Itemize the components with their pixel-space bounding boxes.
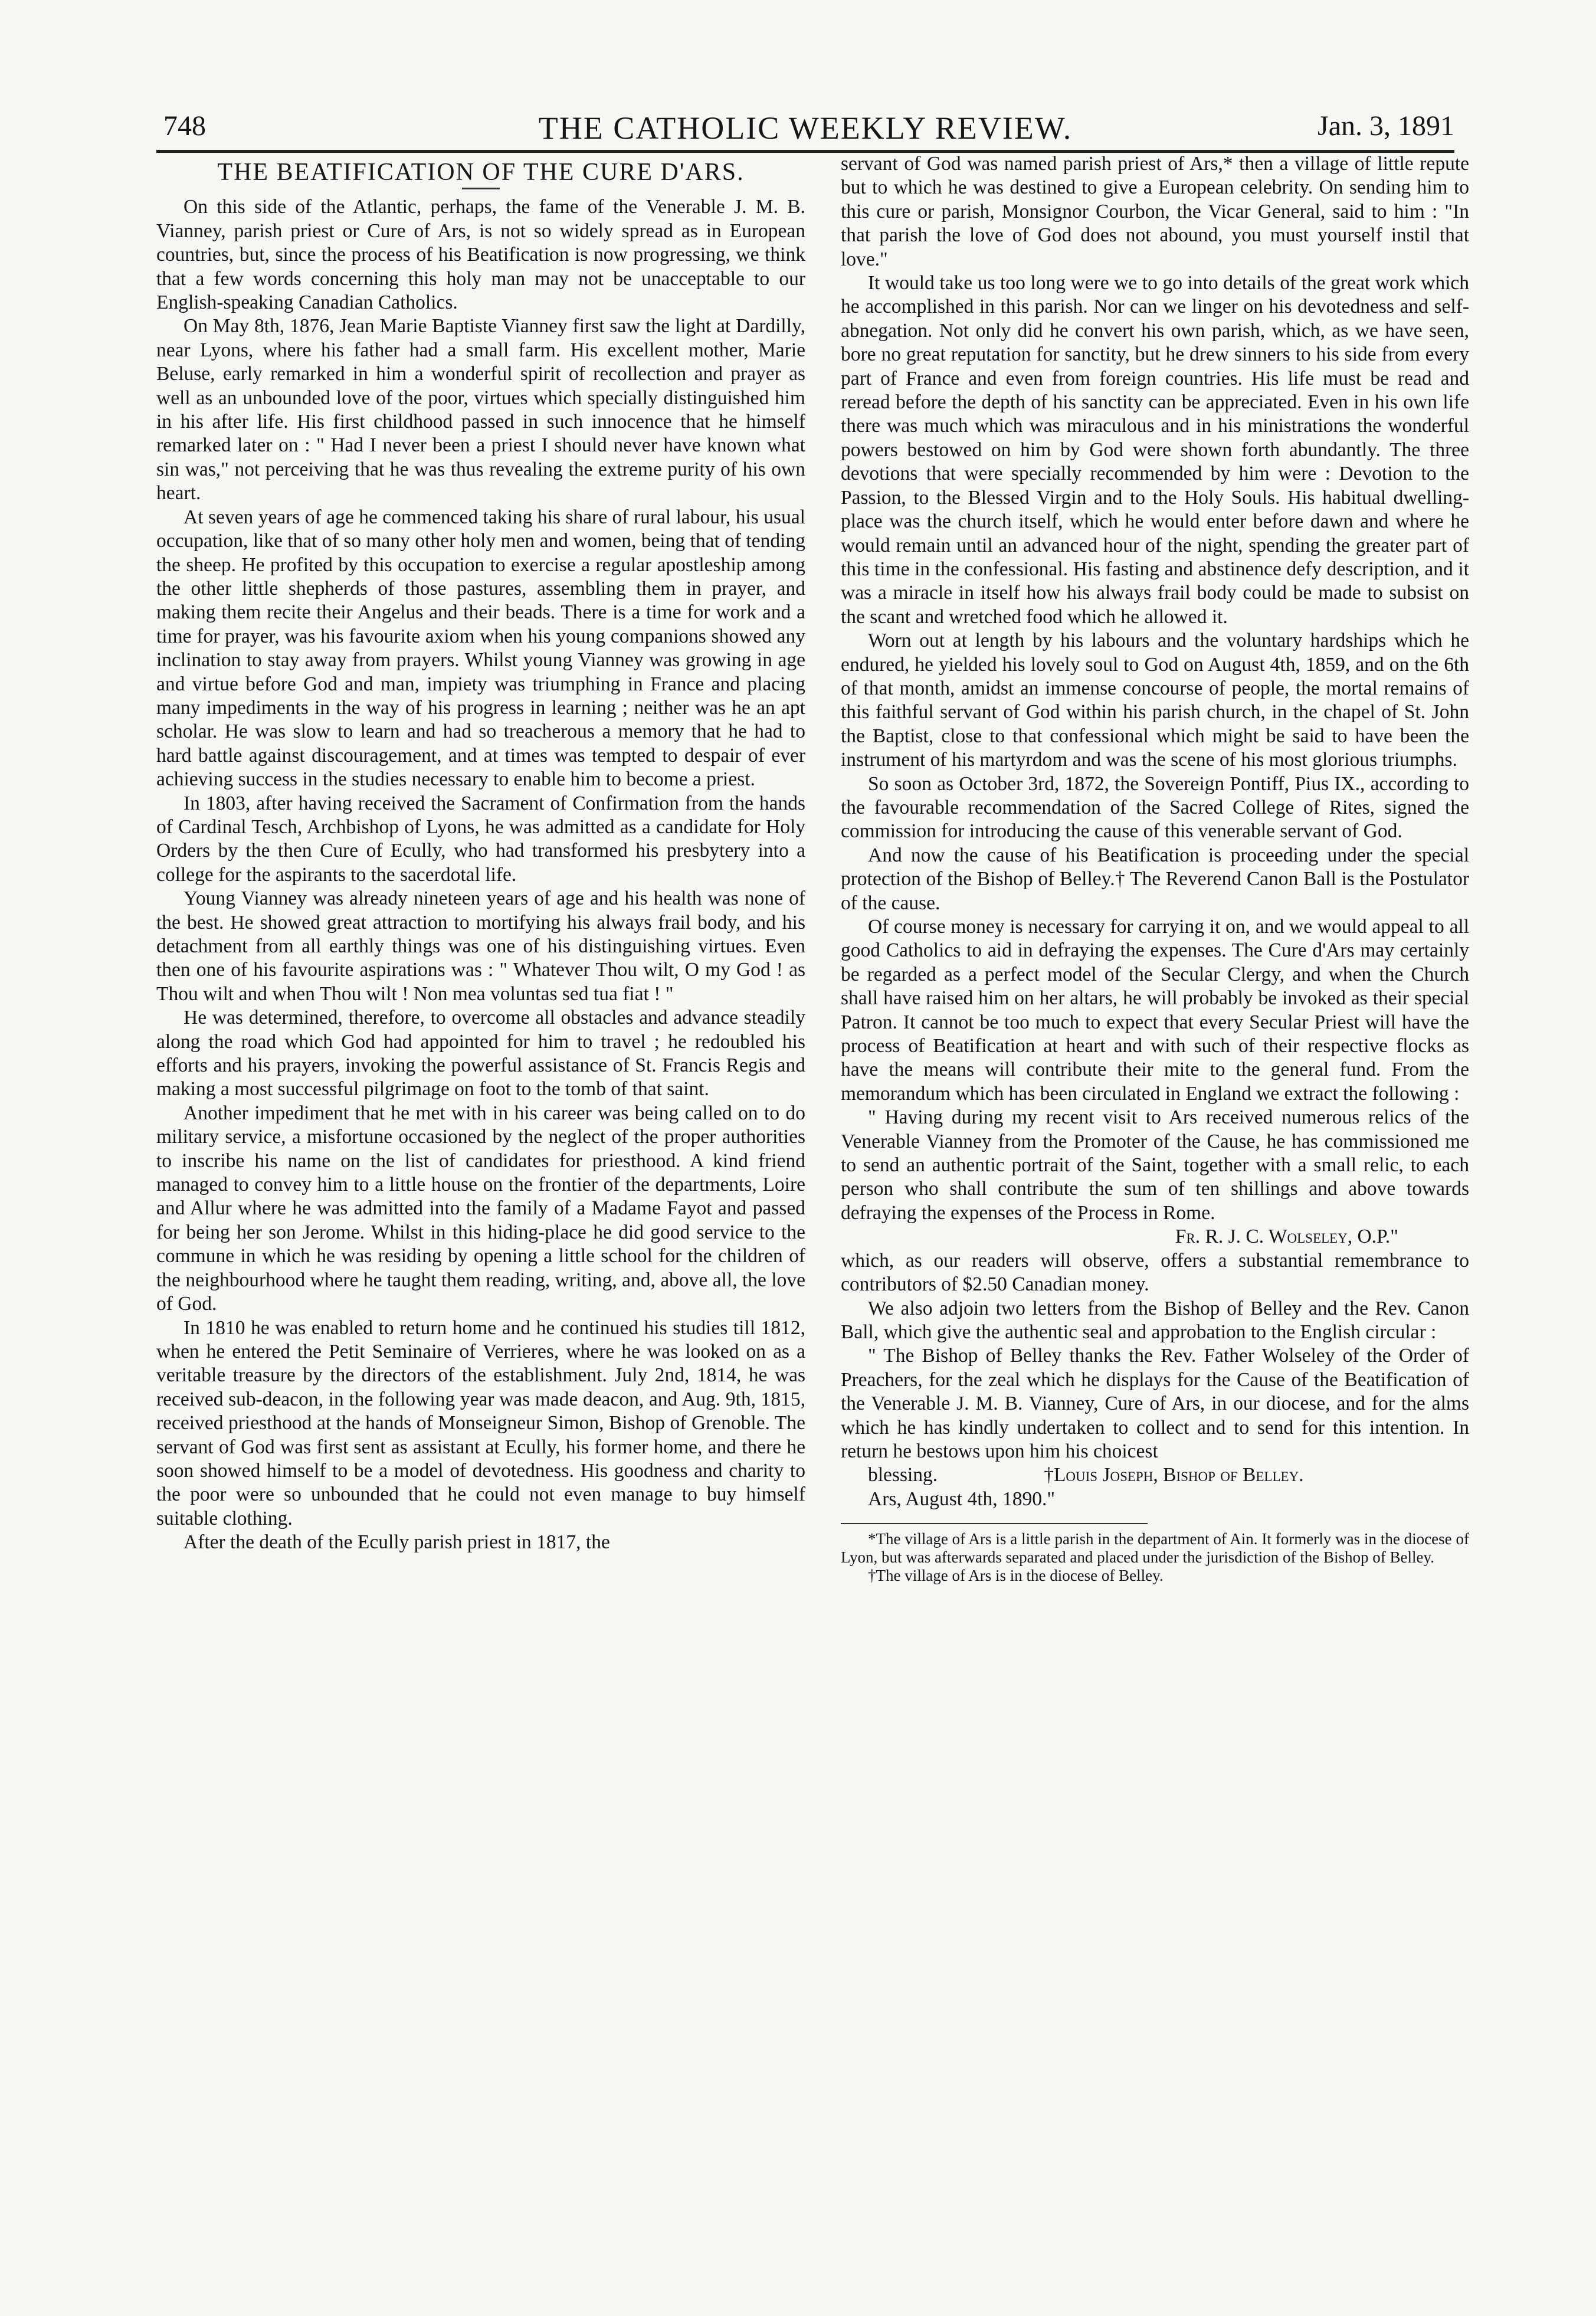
quoted-letter: " The Bishop of Belley thanks the Rev. Father Wolseley of the Order of Preachers, for the zeal which he displays for the Cause of the Beatification of the Venerable J. M. B. Vianney, Cure of Ars, in our diocese, and for the alms which he has kindly undertaken to collect and to send for this intention. In return he bestows upon him his choicest	[841, 1345, 1469, 1462]
article-title: THE BEATIFICATION OF THE CURE D'ARS.	[217, 159, 745, 186]
footnote: *The village of Ars is a little parish in the department of Ain. It formerly was in the diocese of Lyon, but was afterwards separated and placed under the jurisdiction of the Bishop of Belley.	[841, 1530, 1469, 1567]
issue-date: Jan. 3, 1891	[1318, 110, 1454, 142]
signature-wolseley: Fr. R. J. C. Wolseley, O.P."	[1175, 1226, 1398, 1248]
paragraph: At seven years of age he commenced taking his share of rural labour, his usual occupation, like that of so many other holy men and women, being that of tending the sheep. He profited by this occupation to exercise a regular apostleship among the other little shepherds of those pastures, assembling them in prayer, and making them recite their Angelus and their beads. There is a time for work and a time for prayer, was his favourite axiom when his young companions showed any inclination to stay away from prayers. Whilst young Vianney was growing in age and virtue before God and man, impiety was triumphing in France and placing many impediments in the way of his progress in learning ; neither was he an apt scholar. He was slow to learn and had so treacherous a memory that he had to hard battle against discouragement, and at times was tempted to despair of ever achieving success in the studies necessary to enable him to become a priest.	[156, 506, 805, 791]
paragraph: He was determined, therefore, to overcome all obstacles and advance steadily along the road which God had appointed for him to travel ; he redoubled his efforts and his prayers, invoking the powerful assistance of St. Francis Regis and making a most successful pilgrimage on foot to the tomb of that saint.	[156, 1007, 805, 1100]
signature-bishop: †Louis Joseph, Bishop of Belley.	[1044, 1464, 1304, 1486]
quoted-circular: " Having during my recent visit to Ars received numerous relics of the Venerable Vianney from the Promoter of the Cause, he has commissioned me to send an authentic portrait of the Saint, together with a small relic, to each person who shall contribute the sum of ten shillings and above towards defraying the expenses of the Process in Rome.	[841, 1106, 1469, 1224]
paragraph: On May 8th, 1876, Jean Marie Baptiste Vianney first saw the light at Dardilly, near Lyons, where his father had a small farm. His excellent mother, Marie Beluse, early remarked in him a wonderful spirit of recollection and prayer as well as an unbounded love of the poor, virtues which specially distinguished him in his after life. His first childhood passed in such innocence that he himself remarked later on : " Had I never been a priest I should never have known what sin was," not perceiving that he was thus revealing the extreme purity of his own heart.	[156, 315, 805, 505]
paragraph: On this side of the Atlantic, perhaps, the fame of the Venerable J. M. B. Vianney, parish priest or Cure of Ars, is not so widely spread as in European countries, but, since the process of his Beatification is now progressing, we think that a few words concerning this holy man may not be unacceptable to our English-speaking Canadian Catholics.	[156, 196, 805, 314]
paragraph: which, as our readers will observe, offers a substantial remembrance to contributors of $2.50 Canadian money.	[841, 1249, 1469, 1296]
paragraph: It would take us too long were we to go into details of the great work which he accomplished in this parish. Nor can we linger on his devotedness and self-abnegation. Not only did he convert his own parish, which, as we have seen, bore no great reputation for sanctity, but he drew sinners to his side from every part of France and even from foreign countries. His life must be read and reread before the depth of his sanctity can be appreciated. Even in his own life there was much which was miraculous and in his ministrations the wonderful powers bestowed on him by God were shown forth abundantly. The three devotions that were specially recommended by him were : Devotion to the Passion, to the Blessed Virgin and to the Holy Souls. His habitual dwelling-place was the church itself, which he would enter before dawn and where he would remain until an advanced hour of the night, spending the greater part of this time in the confessional. His fasting and abstinence defy description, and it was a miracle in itself how his always frail body could be made to subsist on the scant and wretched food which he allowed it.	[841, 272, 1469, 628]
title-rule	[462, 188, 500, 189]
paragraph: Of course money is necessary for carrying it on, and we would appeal to all good Catholics to aid in defraying the expenses. The Cure d'Ars may certainly be regarded as a perfect model of the Secular Clergy, and when the Church shall have raised him on her altars, he will probably be invoked as their special Patron. It cannot be too much to expect that every Secular Priest will have the process of Beatification at heart and with such of their respective flocks as have the means will contribute their mite to the general fund. From the memorandum which has been circulated in England we extract the following :	[841, 916, 1469, 1105]
paragraph: Young Vianney was already nineteen years of age and his health was none of the best. He showed great attraction to mortifying his always frail body, and his detachment from all earthly things was one of his distinguishing virtues. Even then one of his favourite aspirations was : " Whatever Thou wilt, O my God ! as Thou wilt and when Thou wilt ! Non mea voluntas sed tua fiat ! "	[156, 887, 805, 1005]
closing-line	[841, 1463, 1469, 1487]
paragraph: And now the cause of his Beatification is proceeding under the special protection of the Bishop of Belley.† The Reverend Canon Ball is the Postulator of the cause.	[841, 844, 1469, 914]
left-column	[156, 152, 805, 1555]
paragraph: After the death of the Ecully parish priest in 1817, the	[183, 1531, 610, 1554]
paragraph: Another impediment that he met with in his career was being called on to do military service, a misfortune occasioned by the neglect of the proper authorities to inscribe his name on the list of candidates for priesthood. A kind friend managed to convey him to a little house on the frontier of the departments, Loire and Allur where he was admitted into the family of a Madame Fayot and passed for being her son Jerome. Whilst in this hiding-place he did good service to the commune in which he was residing by opening a little school for the children of the neighbourhood where he taught them reading, writing, and, above all, the love of God.	[156, 1102, 805, 1315]
footnote-rule	[841, 1523, 1148, 1524]
paragraph: In 1803, after having received the Sacrament of Confirmation from the hands of Cardinal Tesch, Archbishop of Lyons, he was admitted as a candidate for Holy Orders by the then Cure of Ecully, who had transformed his presbytery into a college for the aspirants to the sacerdotal life.	[156, 792, 805, 886]
dateline: Ars, August 4th, 1890."	[868, 1488, 1056, 1510]
page-number: 748	[163, 110, 206, 142]
paragraph: Worn out at length by his labours and the voluntary hardships which he endured, he yielded his lovely soul to God on August 4th, 1859, and on the 6th of that month, amidst an immense concourse of people, the mortal remains of this faithful servant of God within his parish church, in the chapel of St. John the Baptist, close to that confessional which might be said to have been the instrument of his martyrdom and was the scene of his most glorious triumphs.	[841, 630, 1469, 771]
paragraph: So soon as October 3rd, 1872, the Sovereign Pontiff, Pius IX., according to the favourable recommendation of the Sacred College of Rites, signed the commission for introducing the cause of this venerable servant of God.	[841, 772, 1469, 843]
right-column	[841, 152, 1469, 1585]
paragraph: In 1810 he was enabled to return home and he continued his studies till 1812, when he entered the Petit Seminaire of Verrieres, where he was looked on as a veritable treasure by the directors of the establishment. July 2nd, 1814, he was received sub-deacon, in the following year was made deacon, and Aug. 9th, 1815, received priesthood at the hands of Monseigneur Simon, Bishop of Grenoble. The servant of God was first sent as assistant at Ecully, his former home, and there he soon showed himself to be a model of devotedness. His goodness and charity to the poor were so unbounded that he could not even manage to buy himself suitable clothing.	[156, 1316, 805, 1529]
masthead: THE CATHOLIC WEEKLY REVIEW.	[538, 110, 1073, 146]
closing-word: blessing.	[868, 1464, 938, 1486]
footnote: †The village of Ars is in the diocese of Belley.	[868, 1567, 1164, 1585]
paragraph: servant of God was named parish priest of Ars,* then a village of little repute but to which he was destined to give a European celebrity. On sending him to this cure or parish, Monsignor Courbon, the Vicar General, said to him : "In that parish the love of God does not abound, you must yourself instil that love."	[841, 153, 1469, 270]
paragraph: We also adjoin two letters from the Bishop of Belley and the Rev. Canon Ball, which give the authentic seal and approbation to the English circular :	[841, 1297, 1469, 1343]
